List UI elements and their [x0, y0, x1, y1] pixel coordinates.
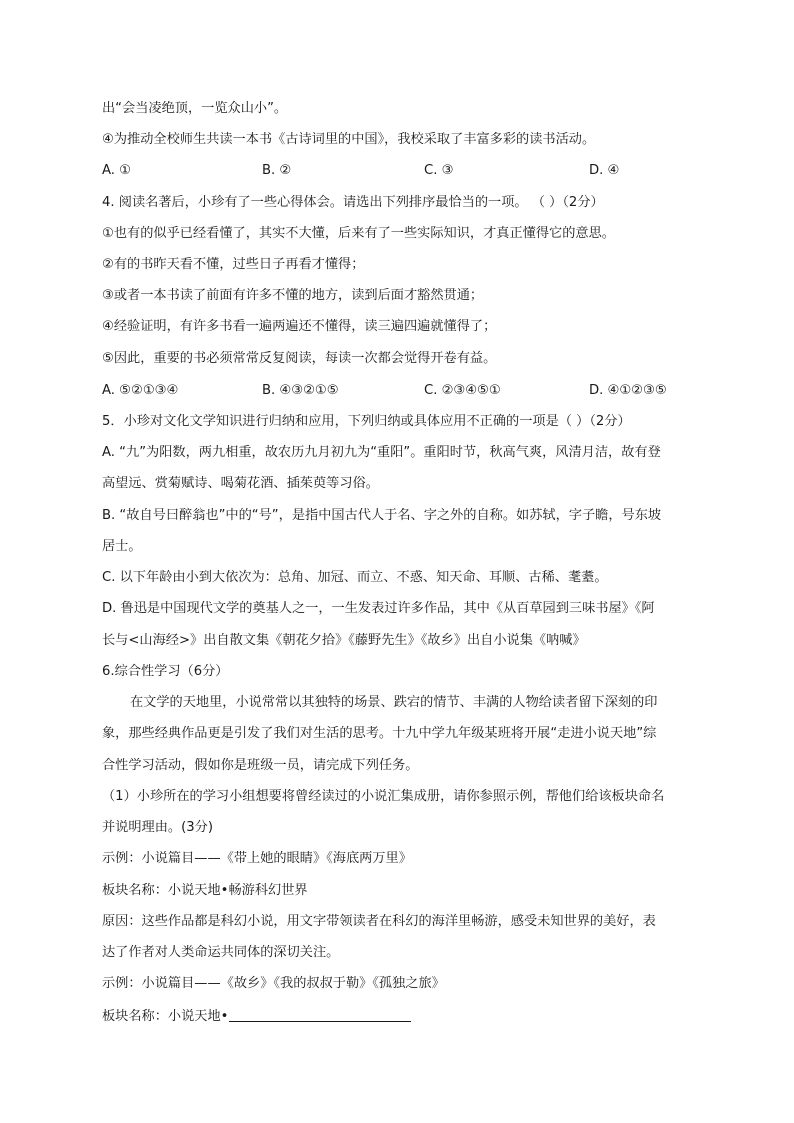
text-line: 原因：这些作品都是科幻小说，用文字带领读者在科幻的海洋里畅游，感受未知世界的美好，表	[102, 914, 656, 929]
text-line: 居士。	[102, 539, 142, 554]
text-line: D. 鲁迅是中国现代文学的奠基人之一，一生发表过许多作品，其中《从百草园到三味书屋》《阿	[102, 601, 655, 616]
question-5-stem: 5．小珍对文化文学知识进行归纳和应用，下列归纳或具体应用不正确的一项是（ ）（2分）	[102, 414, 631, 429]
text-line: C. 以下年龄由小到大依次为：总角、加冠、而立、不惑、知天命、耳顺、古稀、耄耋。	[102, 570, 608, 585]
q3-option-a[interactable]: A. ①	[102, 163, 131, 178]
text-line: ④经验证明，有许多书看一遍两遍还不懂得，读三遍四遍就懂得了；	[102, 319, 497, 334]
text-line: 板块名称：小说天地•	[102, 1009, 229, 1024]
text-line: 板块名称：小说天地•畅游科幻世界	[102, 883, 308, 898]
text-line: 合性学习活动，假如你是班级一员，请完成下列任务。	[102, 758, 419, 773]
text-line: 长与<山海经>》出自散文集《朝花夕拾》《藤野先生》《故乡》出自小说集《呐喊》	[102, 633, 586, 648]
q4-options	[102, 382, 702, 400]
text-line: ④为推动全校师生共读一本书《古诗词里的中国》，我校采取了丰富多彩的读书活动。	[102, 132, 596, 147]
q3-options	[102, 162, 702, 180]
text-line: 并说明理由。(3分)	[102, 820, 213, 835]
text-line: ②有的书昨天看不懂，过些日子再看才懂得；	[102, 257, 365, 272]
q3-option-b[interactable]: B. ②	[262, 163, 292, 178]
text-line: 出“会当凌绝顶，一览众山小”。	[102, 101, 288, 116]
text-line: ③或者一本书读了前面有许多不懂的地方，读到后面才豁然贯通；	[102, 288, 484, 303]
answer-blank[interactable]	[229, 1007, 411, 1022]
question-4-stem: 4. 阅读名著后，小珍有了一些心得体会。请选出下列排序最恰当的一项。 （ ）（2分）	[102, 195, 604, 210]
q4-option-c[interactable]: C. ②③④⑤①	[424, 383, 501, 398]
text-line: ①也有的似乎已经看懂了，其实不大懂，后来有了一些实际知识，才真正懂得它的意思。	[102, 226, 615, 241]
q3-option-c[interactable]: C. ③	[424, 163, 454, 178]
text-line: 达了作者对人类命运共同体的深切关注。	[102, 945, 340, 960]
text-line: A. “九”为阳数，两九相重，故农历九月初九为“重阳”。重阳时节，秋高气爽，风清月洁，故有登	[102, 445, 661, 460]
q4-option-d[interactable]: D. ④①②③⑤	[589, 383, 667, 398]
text-line: 象，那些经典作品更是引发了我们对生活的思考。十九中学九年级某班将开展“走进小说天地”综	[102, 726, 657, 741]
text-line: ⑤因此，重要的书必须常常反复阅读，每读一次都会觉得开卷有益。	[102, 351, 497, 366]
text-line: 示例：小说篇目——《故乡》《我的叔叔于勒》《孤独之旅》	[102, 976, 445, 991]
text-line: （1）小珍所在的学习小组想要将曾经读过的小说汇集成册，请你参照示例，帮他们给该板块命名	[102, 789, 665, 804]
text-line: B. “故自号曰醉翁也”中的“号”，是指中国古代人于名、字之外的自称。如苏轼，字子瞻，号东坡	[102, 508, 662, 523]
answer-line	[102, 1007, 696, 1026]
text-line: 高望远、赏菊赋诗、喝菊花酒、插茱萸等习俗。	[102, 476, 379, 491]
q3-option-d[interactable]: D. ④	[589, 163, 620, 178]
q4-option-a[interactable]: A. ⑤②①③④	[102, 383, 179, 398]
section-6-heading: 6.综合性学习（6分）	[102, 664, 229, 679]
text-line: 示例：小说篇目——《带上她的眼睛》《海底两万里》	[102, 851, 412, 866]
text-line: 在文学的天地里，小说常常以其独特的场景、跌宕的情节、丰满的人物给读者留下深刻的印	[130, 695, 658, 710]
q4-option-b[interactable]: B. ④③②①⑤	[262, 383, 339, 398]
